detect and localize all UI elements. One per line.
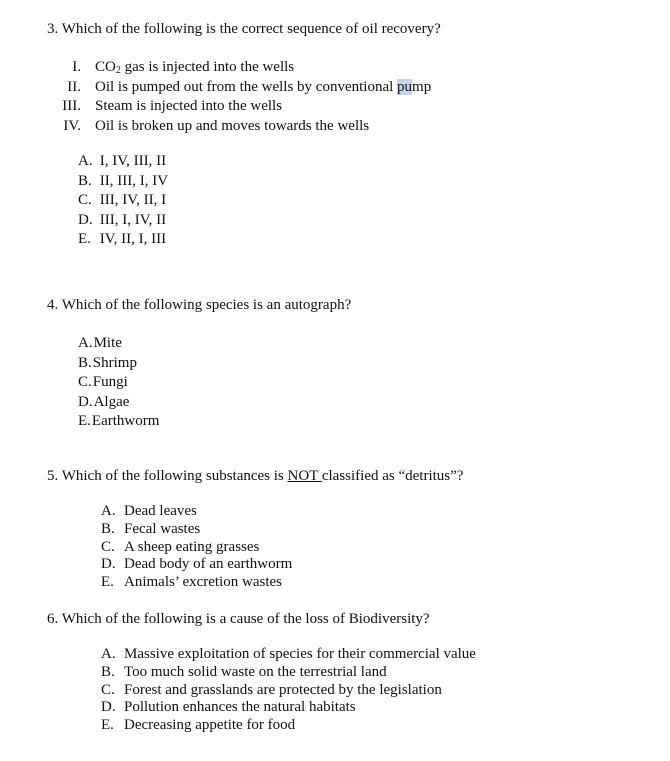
option-c [101, 682, 476, 700]
option-letter: D. [78, 393, 93, 410]
option-text: Earthworm [91, 413, 160, 430]
option-text: II, III, I, IV [96, 172, 169, 189]
option-letter: C. [101, 681, 115, 698]
option-c [78, 191, 168, 211]
option-text: Fungi [92, 374, 128, 391]
option-text: Dead leaves [124, 503, 197, 519]
statement-iv [55, 117, 431, 137]
option-letter: A. [78, 153, 93, 169]
option-text: III, IV, II, I [96, 192, 167, 209]
statement-iii [55, 97, 431, 117]
option-text: Fecal wastes [124, 520, 201, 537]
question-4-options [78, 334, 159, 432]
question-5-prompt [47, 467, 463, 485]
option-text: Mite [93, 335, 122, 351]
statement-text: Steam is injected into the wells [95, 98, 283, 114]
option-a [78, 152, 168, 172]
statement-numeral: III. [62, 98, 81, 114]
option-text: Too much solid waste on the terrestrial land [124, 663, 387, 680]
option-letter: E. [101, 574, 114, 591]
option-letter: E. [101, 717, 114, 734]
question-5-options [101, 503, 292, 592]
option-c [101, 539, 292, 557]
option-c [78, 373, 159, 393]
question-3-prompt: 3. Which of the following is the correct sequence of oil recovery? [47, 21, 441, 37]
option-text: III, I, IV, II [96, 211, 167, 228]
option-letter: A. [101, 503, 116, 519]
statement-text [95, 58, 294, 78]
statement-numeral: IV. [63, 117, 81, 134]
option-letter: D. [101, 556, 116, 573]
option-letter: C. [78, 374, 92, 391]
statement-text-part: mp [412, 78, 432, 95]
option-letter: B. [101, 520, 115, 537]
statement-text-part: CO [95, 59, 116, 75]
option-b [78, 354, 159, 374]
statement-numeral: II. [67, 78, 81, 95]
highlighted-text: pu [397, 78, 413, 95]
option-e [78, 230, 168, 250]
question-4-prompt: 4. Which of the following species is an autograph? [47, 297, 352, 313]
option-b [78, 172, 168, 192]
option-e [78, 412, 159, 432]
option-a [101, 503, 292, 521]
question-3-statements [55, 58, 431, 136]
option-text: Forest and grasslands are protected by the legislation [124, 681, 442, 698]
option-a [78, 334, 159, 354]
option-text: Animals’ excretion wastes [124, 574, 283, 591]
option-d [78, 211, 168, 231]
option-letter: A. [101, 646, 116, 662]
option-letter: E. [78, 231, 91, 248]
option-text: Shrimp [92, 354, 137, 371]
statement-text-part: Oil is pumped out from the wells by conventional [95, 78, 398, 95]
option-d [101, 699, 476, 717]
statement-ii [55, 78, 431, 98]
option-d [78, 393, 159, 413]
question-3-options [78, 152, 168, 250]
option-letter: B. [78, 172, 92, 189]
option-letter: B. [101, 663, 115, 680]
option-b [101, 664, 476, 682]
option-b [101, 521, 292, 539]
statement-text: Oil is broken up and moves towards the wells [95, 117, 370, 134]
option-letter: C. [78, 192, 92, 209]
option-letter: C. [101, 538, 115, 555]
option-a [101, 646, 476, 664]
prompt-text: 5. Which of the following substances is [47, 468, 288, 484]
subscript: 2 [115, 65, 121, 76]
option-text: Decreasing appetite for food [124, 717, 296, 734]
statement-text-part: gas is injected into the wells [120, 59, 295, 75]
option-text: A sheep eating grasses [124, 538, 260, 555]
option-text: Pollution enhances the natural habitats [124, 699, 356, 716]
statement-i [55, 58, 431, 78]
option-e [101, 574, 292, 592]
option-letter: D. [101, 699, 116, 716]
option-text: Dead body of an earthworm [124, 556, 293, 573]
option-letter: D. [78, 211, 93, 228]
option-text: Massive exploitation of species for their commercial value [124, 646, 476, 662]
option-text: I, IV, III, II [96, 153, 167, 169]
question-6-prompt: 6. Which of the following is a cause of the loss of Biodiversity? [47, 611, 430, 627]
question-6-options [101, 646, 476, 735]
option-letter: A. [78, 335, 93, 351]
statement-text [95, 78, 431, 98]
option-letter: B. [78, 354, 92, 371]
option-d [101, 556, 292, 574]
option-e [101, 717, 476, 735]
prompt-text: classified as “detritus”? [321, 468, 464, 484]
option-text: IV, II, I, III [96, 231, 167, 248]
underlined-word: NOT [287, 468, 322, 484]
option-text: Algae [93, 393, 130, 410]
statement-numeral: I. [72, 59, 81, 75]
option-letter: E. [78, 413, 91, 430]
